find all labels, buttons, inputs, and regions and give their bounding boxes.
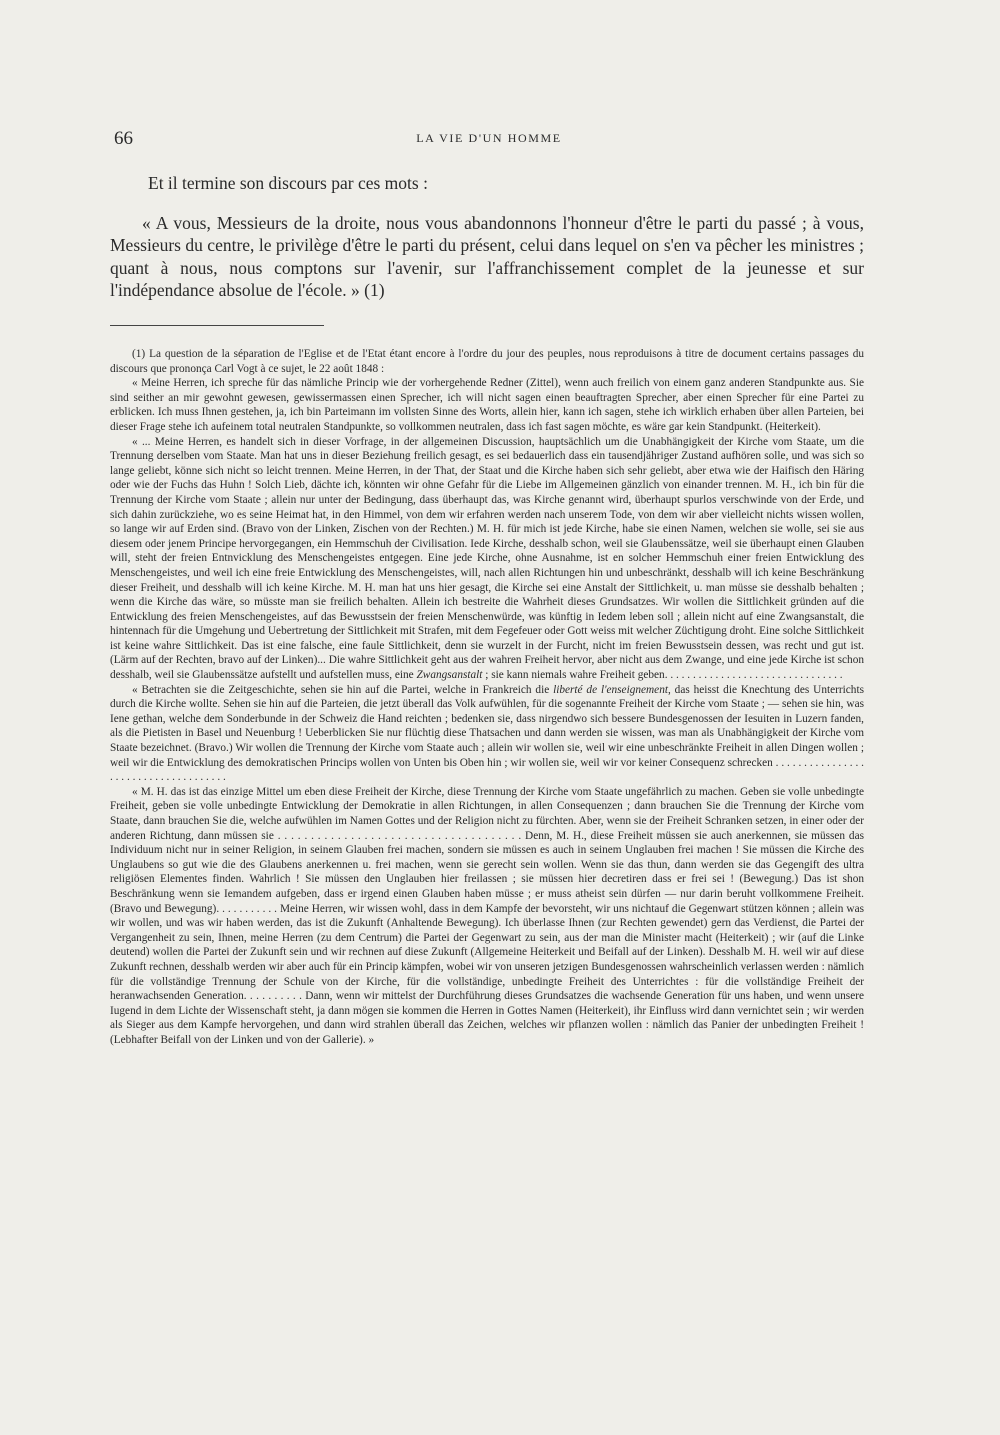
footnote-text: ; sie kann niemals wahre Freiheit geben. . . . . . . . . . . . . . . . . . . . . . . . . . . . . . . . bbox=[482, 669, 843, 682]
footnote-paragraph: « Meine Herren, ich spreche für das nämliche Princip wie der vorhergehende Redner (Zittel), wenn auch freilich von einem ganz anderen Standpunkte aus. Sie sind seither an mir gewohnt gewesen, gewissermassen einen Sprecher, ich will nicht sagen einen beauftragten Sprecher, aber einen Sprecher für eine Partei zu erblicken. Ich muss Ihnen gestehen, ja, ich bin Parteimann im vollsten Sinne des Worts, allein hier, kann ich sagen, stehe ich wirklich erhaben über allen Parteien, bei dieser Frage stehe ich aufeinem total neutralen Standpunkte, so vollkommen neutralen, dass ich fast sagen möchte, es wäre gar kein Standpunkt. (Heiterkeit). bbox=[110, 377, 864, 433]
running-title: LA VIE D'UN HOMME bbox=[416, 131, 562, 145]
page-header bbox=[114, 128, 864, 154]
footnote-separator bbox=[110, 325, 324, 326]
footnote-italic-term: Zwangsanstalt bbox=[416, 669, 483, 682]
footnote-paragraph bbox=[110, 435, 864, 683]
main-text bbox=[110, 172, 864, 302]
page-number: 66 bbox=[114, 128, 133, 149]
footnote-paragraph: (1) La question de la séparation de l'Eglise et de l'Etat étant encore à l'ordre du jour des peuples, nous reproduisons à titre de document certains passages du discours que prononça Carl Vogt à ce sujet, le 22 août 1848 : bbox=[110, 348, 864, 375]
footnote bbox=[110, 347, 864, 1048]
footnote-paragraph bbox=[110, 683, 864, 785]
intro-paragraph: Et il termine son discours par ces mots : bbox=[148, 173, 428, 193]
footnote-text: « ... Meine Herren, es handelt sich in dieser Vorfrage, in der allgemeinen Discussion, hauptsächlich um die Unabhängigkeit der Kirche vom Staate, um die Trennung derselben vom Staate. Man hat uns in dieser Beziehung freilich gesagt, es sei bedauerlich dass ein tausendjähriger Zustand aufhören solle, und was sich so lange geliebt, könne sich nicht so leicht trennen. Meine Herren, in der That, der Staat und die Kirche haben sich sehr geliebt, aber etwa wie der Haifisch den Häring oder wie der Fuchs das Huhn ! Solch Lieb, dächte ich, könnten wir ohne Gefahr für die Liebe im Allgemeinen gänzlich von einander trennen. M. H., ich bin für die Trennung der Kirche vom Staate ; allein nur unter der Bedingung, dass überhaupt das, was Kirche genannt wird, überhaupt spurlos verschwinde von der Erde, und sich dahin zurückziehe, wo es seine Heimat hat, in den Himmel, von dem wir erfahren werden nach unserem Tode, von dem wir aber vielleicht nichts wissen wollen, so lange wir auf Erden sind. (Bravo von der Linken, Zischen von der Rechten.) M. H. für mich ist jede Kirche, habe sie einen Namen, welchen sie wolle, sei sie aus diesem oder jenem Principe hervorgegangen, ein Hemmschuh der Civilisation. Iede Kirche, desshalb schon, weil sie Glaubenssätze, weil sie überhaupt einen Glauben will, steht der freien Entnvicklung des Menschengeistes entgegen. Eine jede Kirche, ohne Ausnahme, ist en solcher Hemmschuh einer freien Entwicklung des Menschengeistes, und weil ich eine freie Entwicklung des Menschengeistes, will, nach allen Richtungen hin und unbeschränkt, desshalb will ich keine Beschränkung dieser Freiheit, und desshalb will ich keine Kirche. M. H. man hat uns hier gesagt, die Kirche sei eine Anstalt der Sittlichkeit, u. man müsse sie desshalb behalten ; wenn die Kirche das wäre, so müsste man sie freilich behalten. Allein ich bestreite die Wahrheit dieses Grundsatzes. Wir wollen die Sittlichkeit gründen auf die Entwicklung des freien Menschengeistes, auf das Bewusstsein der freien Menschenwürde, was künftig in Iedem leben soll ; allein nicht auf eine Zwangsanstalt, die hintennach für die Umgehung und Uebertretung der Sittlichkeit mit Strafen, mit dem Fegefeuer oder Gott weiss mit welcher Züchtigung droht. Eine solche Sittlichkeit ist keine wahre Sittlichkeit. Das ist eine falsche, eine faule Sittlichkeit, denn sie wurzelt in der Furcht, nicht im freien Bewusstsein dessen, was recht und gut ist. (Lärm auf der Rechten, bravo auf der Linken)... Die wahre Sittlichkeit geht aus der wahren Freiheit hervor, aber nicht aus dem Zwange, und eine jede Kirche ist schon desshalb, weil sie Glaubenssätze aufstellt und aufstellen muss, eine bbox=[110, 435, 864, 682]
footnote-italic-term: liberté de l'enseignement bbox=[553, 683, 668, 696]
footnote-paragraph: « M. H. das ist das einzige Mittel um eben diese Freiheit der Kirche, diese Trennung der Kirche vom Staate ungefährlich zu machen. Geben sie volle unbedingte Freiheit, geben sie volle unbedingte Entwicklung der Demokratie in allen Richtungen, in allen Consequenzen ; dann brauchen Sie die Trennung der Kirche vom Staate, dann brauchen Sie die, welche aufwühlen im Namen Gottes und der Religion nicht zu fürchten. Aber, wenn sie der Freiheit Schranken setzen, in einer oder der anderen Richtung, dann müssen sie . . . . . . . . . . . . . . . . . . . . . . . . . . . . . . . . . . . . . Denn, M. H., diese Freiheit müssen sie auch anerkennen, sie müssen das Individuum nicht nur in seiner Religion, in seinem Glauben frei machen, sondern sie müssen es auch in seinem Unglauben frei machen ! Sie müssen die Kirche des Unglaubens so gut wie die des Glaubens anerkennen u. frei machen, wenn sie gerecht sein wollen. Wenn sie das thun, dann werden sie das Gegengift des ultra religiösen Elementes finden. Wahrlich ! Sie müssen den Unglauben hier freilassen ; sie müssen hier decretiren dass er frei sei ! (Bewegung.) Das ist shon Beschränkung wenn sie Iemandem aufgeben, dass er irgend einen Glauben haben müsse ; er muss atheist sein dürfen — nur darin beruht vollkommene Freiheit. (Bravo und Bewegung). . . . . . . . . . . Meine Herren, wir wissen wohl, dass in dem Kampfe der bevorsteht, wir uns nichtauf die Gegenwart stützen können ; allein was wir wollen, und was wir haben werden, das ist die Zukunft (Anhaltende Bewegung). Ich überlasse Ihnen (zur Rechten gewendet) gern das Verdienst, die Partei der Vergangenheit zu sein, Ihnen, meine Herren (zu dem Centrum) die Partei der Gegenwart zu sein, aus der man die Minister macht (Heiterkeit) ; wir (auf die Linke deutend) wollen die Partei der Zukunft sein und wir rechnen auf diese Zukunft (Allgemeine Heiterkeit und Beifall auf der Linken). Desshalb M. H. weil wir auf diese Zukunft rechnen, desshalb werden wir aber auch für ein Princip kämpfen, wobei wir von unseren jetzigen Bundesgenossen wahrscheinlich verlassen werden : nämlich für die vollständige Trennung der Schule von der Kirche, für die vollständige, unbedingte Freiheit des Unterrichtes : für die vollständige Freiheit der heranwachsenden Generation. . . . . . . . . . Dann, wenn wir mittelst der Durchführung dieses Grundsatzes die wachsende Generation für uns haben, und wenn unsere Iugend in dem Lichte der Wissenschaft steht, ja dann mögen sie kommen die Herren in Gottes Namen (Heiterkeit), ihr Einfluss wird dann vernichtet sein ; wir werden als Sieger aus dem Kampfe hervorgehen, und dann wird strahlen überall das Zeichen, welches wir pflanzen wollen : nämlich das Panier der unbedingten Freiheit ! (Lebhafter Beifall von der Linken und von der Gallerie). » bbox=[110, 785, 864, 1046]
quote-paragraph: « A vous, Messieurs de la droite, nous vous abandonnons l'honneur d'être le parti du passé ; à vous, Messieurs du centre, le privilège d'être le parti du présent, celui dans lequel on s'en va pêcher les ministres ; quant à nous, nous comptons sur l'avenir, sur l'affranchissement complet de la jeunesse et sur l'indépendance absolue de l'école. » (1) bbox=[110, 212, 864, 300]
footnote-text: « Betrachten sie die Zeitgeschichte, sehen sie hin auf die Partei, welche in Frankreich die bbox=[132, 683, 554, 696]
footnote-text: , das heisst die Knechtung des Unterrichts durch die Kirche wollte. Sehen sie hin auf die Parteien, die jetzt überall das Volk aufwühlen, für die sogenannte Freiheit der Kirche vom Staate ; — sehen sie hin, was Iene gethan, welche dem Sonderbunde in der Schweiz die Hand reichten ; bedenken sie, dass nirgendwo sich bessere Bundesgenossen der Iesuiten in Luzern fanden, als die Pietisten in Basel und Neuenburg ! Ueberblicken Sie nur flüchtig diese Thatsachen und dann werden sie wissen, was man als Unabhängigkeit der Kirche vom Staate bezeichnet. (Bravo.) Wir wollen die Trennung der Kirche vom Staate auch ; allein wir wollen sie, weil wir eine unbeschränkte Freiheit in allen Dingen wollen ; weil wir die Entwicklung des demokratischen Princips wollen von Unten bis Oben hin ; wir wollen sie, weil wir vor keiner Consequenz schrecken . . . . . . . . . . . . . . . . . . . . . . . . . . . . . . . . . . . . . bbox=[110, 683, 864, 784]
